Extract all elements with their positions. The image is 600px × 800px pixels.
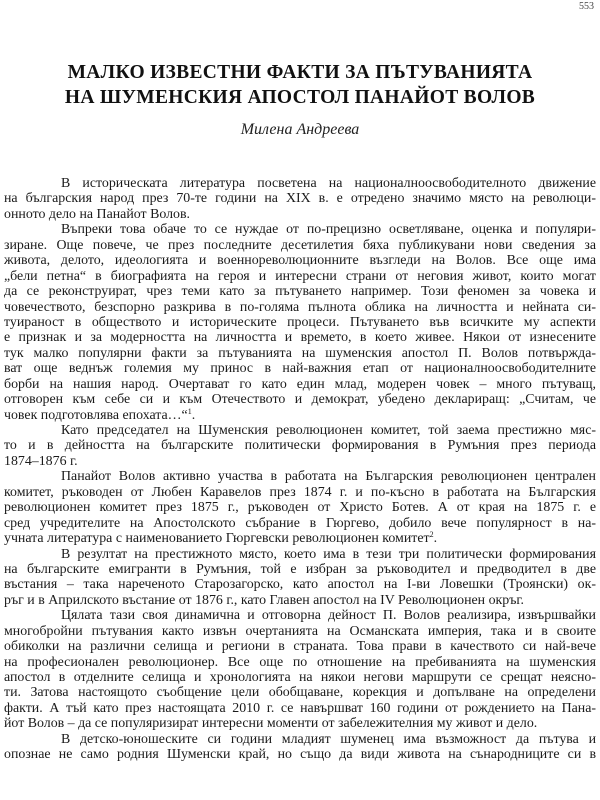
text-line-content: В историческата литература посветена на националноосвободителното движение (61, 176, 596, 191)
text-line-tail: . (191, 407, 196, 423)
text-line (4, 408, 596, 423)
text-line (4, 716, 596, 731)
text-line (4, 438, 596, 453)
text-line (4, 732, 596, 747)
text-line (4, 547, 596, 562)
text-line (4, 685, 596, 700)
text-line-content: 1874–1876 г. (4, 453, 78, 469)
text-line-tail: . (433, 531, 438, 547)
text-line-content: на българските емигранти в Румъния, той е избран за ръководител и предводител в две (4, 561, 596, 577)
title-line-1: МАЛКО ИЗВЕСТНИ ФАКТИ ЗА ПЪТУВАНИЯТА (67, 62, 533, 83)
text-line (4, 330, 596, 345)
text-line-content: отговорен към себе си и към Отечеството и демократ, убедено деклариращ: „Считам, че (4, 392, 596, 408)
text-line (4, 701, 596, 716)
text-line-content: В резултат на престижното място, което има в тези три политически формирования (61, 546, 596, 562)
text-line (4, 655, 596, 670)
text-line (4, 207, 596, 222)
text-line-content: йот Волов – да се популяризират интересни моменти от забележителния му живот и дело. (4, 716, 538, 732)
text-line-content: онното дело на Панайот Волов. (4, 206, 191, 222)
text-line-content: живота, делото, идеологията и военнореволюционните възгледи на Волов. Все още има (4, 253, 596, 269)
text-line (4, 500, 596, 515)
text-line-content: Въпреки това обаче то се нуждае от по-прецизно осветляване, оценка и популяри- (61, 222, 596, 238)
text-line (4, 253, 596, 268)
text-line (4, 284, 596, 299)
text-line (4, 222, 596, 237)
text-line-content: В детско-юношеските си години младият шуменец има възможност да пътува и (61, 731, 596, 747)
text-line-content: сред учредителите на Апостолското събрание в Гюргево, добило вече популярност в на- (4, 515, 596, 531)
text-line (4, 392, 596, 407)
text-line-content: на професионален революционер. Все още по отношение на пребиванията на шуменския (4, 654, 596, 670)
footnote-marker[interactable]: 1 (187, 407, 192, 416)
text-line (4, 593, 596, 608)
footnote-marker[interactable]: 2 (429, 531, 434, 540)
text-line-content: „бели петна“ в биографията на героя и интересни страни от неговия живот, които могат (4, 268, 596, 284)
text-line-content: учната литература с наименованието Гюргевски революционен комитет (4, 531, 430, 547)
title-line-2: НА ШУМЕНСКИЯ АПОСТОЛ ПАНАЙОТ ВОЛОВ (64, 87, 536, 108)
page-number: 553 (579, 1, 594, 12)
text-line (4, 624, 596, 639)
text-line (4, 423, 596, 438)
text-line (4, 269, 596, 284)
text-line (4, 639, 596, 654)
text-line (4, 670, 596, 685)
text-line-content: Като председател на Шуменския революционен комитет, той заема престижно мяс- (61, 423, 596, 438)
text-line-content: ват още веднъж големия му принос в най-важния етап от националноосвободителните (4, 361, 596, 377)
text-line-content: туираност в обществото и историческите процеси. Пътуването във всичките му аспекти (4, 314, 596, 330)
text-line (4, 608, 596, 623)
text-line (4, 562, 596, 577)
text-line-content: въстания – така нареченото Старозагорско, като апостол на I-ви Ловешки (Троянски) ок- (4, 577, 596, 593)
text-line (4, 516, 596, 531)
text-line-content: революционен комитет през 1875 г., ръководен от Христо Ботев. А от края на 1875 г. е (4, 500, 596, 516)
text-line (4, 747, 596, 762)
text-line-content: на българския народ през 70-те години на XIX в. е отредено значимо място на революци- (4, 191, 596, 207)
text-line-content: опознае не само родния Шуменски край, но също да види живота на сънародниците си в (4, 747, 596, 763)
text-line-content: то и в дейността на българските политически формирования в Румъния през периода (4, 438, 596, 454)
text-line (4, 346, 596, 361)
text-line-content: факти. А тъй като през настоящата 2010 г. се навършват 160 години от рождението на Пана- (4, 700, 596, 716)
text-line (4, 577, 596, 592)
text-line (4, 454, 596, 469)
text-line-content: ръг и в Априлското въстание от 1876 г., като Главен апостол на IV Революционен окръг. (4, 592, 525, 608)
text-line-content: борби на нашия народ. Очертават го като един млад, модерен човек – много пътуващ, (4, 376, 596, 392)
text-line-content: да се реконструират, чрез теми като за пътуването например. Този феномен за човека и (4, 284, 596, 300)
text-line-content: е признак и за модерността на личността и времето, в което живее. Някои от изнесените (4, 330, 596, 346)
text-line-content: апостол в отделните селища и хронологията на някои негови маршрути се срещат неясно- (4, 670, 596, 685)
text-line-content: комитет, ръководен от Любен Каравелов през 1874 г. и по-късно в работата на Българския (4, 484, 596, 500)
text-line (4, 238, 596, 253)
text-line-content: човечеството, безспорно разкрива в по-голяма пълнота облика на личността и нейната си- (4, 299, 596, 315)
text-line (4, 315, 596, 330)
text-line (4, 300, 596, 315)
text-line-content: ти. Затова настоящото съобщение цели обобщаване, корекция и допълване на определени (4, 685, 596, 701)
article-title (0, 60, 600, 110)
text-line-content: зиране. Още повече, че през последните десетилетия бяха публикувани нови сведения за (4, 237, 596, 253)
text-line (4, 469, 596, 484)
text-line-content: Панайот Волов активно участва в работата на Българския революционен централен (61, 469, 596, 485)
text-line-content: обиколки на различни селища и региони в страната. Това прави в качеството си най-вече (4, 639, 596, 655)
text-line (4, 485, 596, 500)
text-line (4, 531, 596, 546)
text-line (4, 377, 596, 392)
text-line-content: Цялата тази своя динамична и отговорна дейност П. Волов реализира, извършвайки (61, 608, 596, 624)
text-line-content: многобройни пътувания както извън очертанията на Османската империя, така и в своите (4, 623, 596, 639)
text-line-content: тук малко популярни факти за пътуванията на шуменския апостол П. Волов потвържда- (4, 345, 596, 361)
text-line (4, 191, 596, 206)
text-line-content: човек подготовлява епохата…“ (4, 407, 188, 423)
text-line (4, 176, 596, 191)
text-line (4, 361, 596, 376)
author-name: Милена Андреева (240, 121, 360, 138)
article-body (4, 176, 596, 763)
